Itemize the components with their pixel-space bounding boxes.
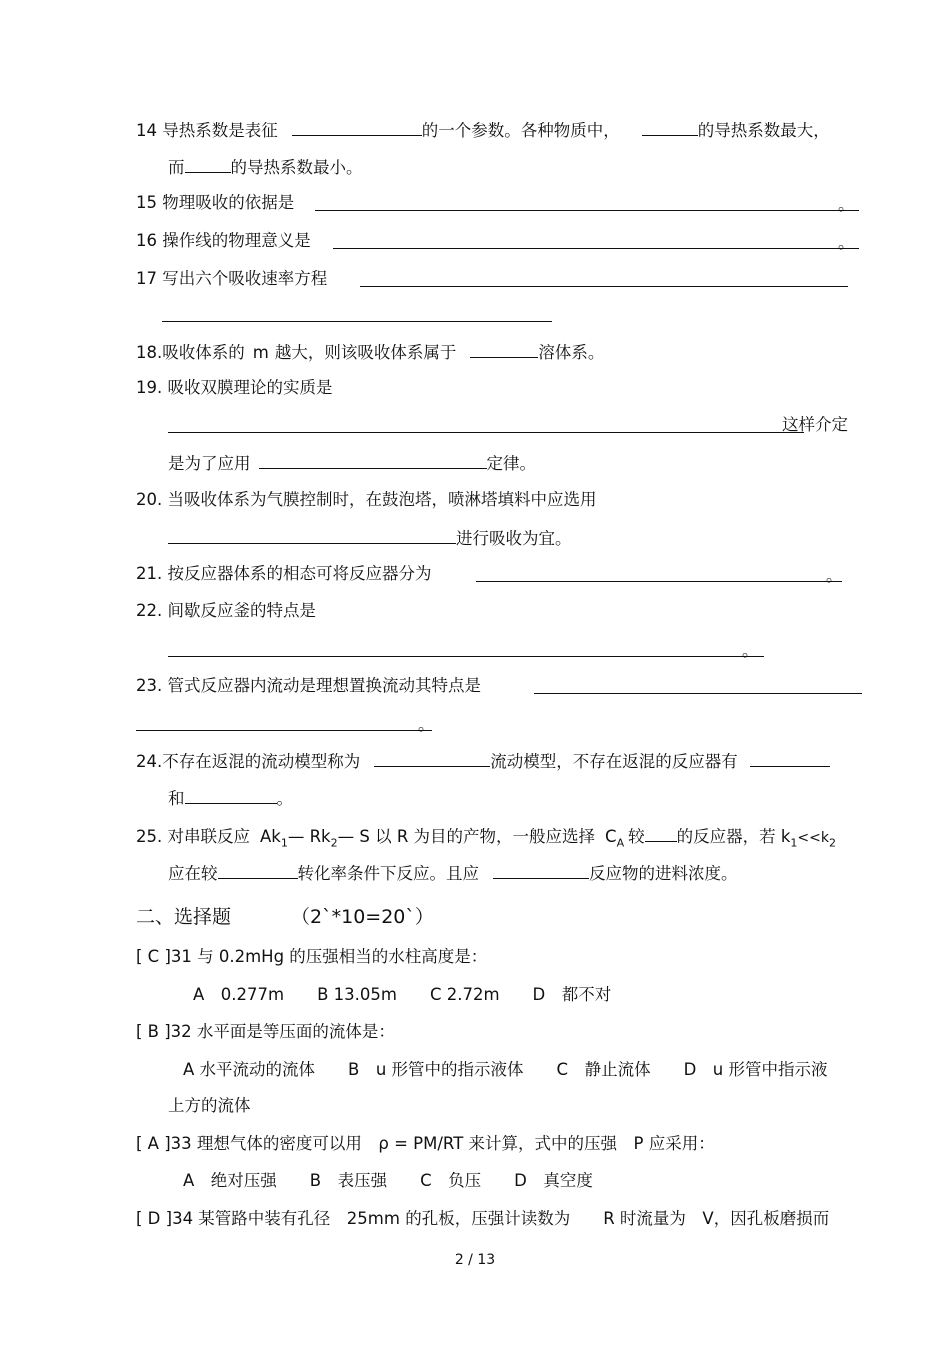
- q24-line2: [168, 786, 293, 810]
- q25-sub-3: 1: [790, 836, 798, 850]
- q25-text-7: 反应物的进料浓度。: [589, 864, 738, 883]
- q15-blank: [315, 210, 859, 211]
- q23-line: [136, 675, 481, 697]
- q24-line1: [136, 749, 830, 773]
- q24-blank-2: [750, 749, 830, 767]
- q20-line2: [168, 526, 572, 550]
- q25-conc: C: [605, 827, 617, 846]
- q14-text-2: 的一个参数。各种物质中，: [421, 121, 620, 140]
- q19-text-4: 定律。: [486, 454, 536, 473]
- q24-text: 24.不存在返混的流动模型称为: [136, 752, 361, 771]
- q25-text-6: 转化率条件下反应。且应: [297, 864, 479, 883]
- section-score: （2`*10=20`）: [291, 906, 434, 928]
- q17-blank-2: [162, 321, 552, 322]
- q14-blank-3: [185, 155, 231, 173]
- q14-text-3: 的导热系数最大，: [697, 121, 830, 140]
- q24-blank-1: [374, 749, 490, 767]
- q19-blank-2: [259, 451, 487, 469]
- q25-sub-1: 1: [280, 836, 288, 850]
- section-title: 二、选择题: [136, 906, 232, 928]
- q14-blank-2: [642, 118, 698, 136]
- q14-text: 14 导热系数是表征: [136, 121, 278, 140]
- q15-text: 15 物理吸收的依据是: [136, 193, 295, 212]
- q25-intermediate: — Rk: [287, 827, 331, 846]
- q20-blank: [168, 526, 456, 544]
- q25-text: 25. 对串联反应: [136, 827, 250, 846]
- q25-blank-2: [218, 861, 298, 879]
- q24-blank-3: [185, 786, 277, 804]
- q19-line1: [136, 377, 333, 399]
- q18-blank: [470, 340, 538, 358]
- q25-text-3: 较: [628, 827, 645, 846]
- q14-line1: [136, 118, 830, 142]
- q14-blank-1: [292, 118, 422, 136]
- q32-options: A 水平流动的流体 B u 形管中的指示液体 C 静止流体 D u 形管中指示液: [183, 1060, 828, 1079]
- q16-period: 。: [838, 233, 855, 252]
- q19-text-3: 是为了应用: [168, 454, 251, 473]
- q16-line: [136, 230, 311, 252]
- q24-text-2: 流动模型，不存在返混的反应器有: [490, 752, 738, 771]
- q25-blank-3: [493, 861, 589, 879]
- q19-text: 19. 吸收双膜理论的实质是: [136, 378, 333, 397]
- q16-text: 16 操作线的物理意义是: [136, 231, 311, 250]
- q17-text: 17 写出六个吸收速率方程: [136, 269, 328, 288]
- q25-text-5: 应在较: [168, 864, 218, 883]
- q24-text-3: 和: [168, 789, 185, 808]
- q21-blank: [476, 581, 842, 582]
- q23-text: 23. 管式反应器内流动是理想置换流动其特点是: [136, 676, 481, 695]
- q17-line: [136, 268, 327, 290]
- q24-period: 。: [276, 789, 293, 808]
- q22-text: 22. 间歇反应釜的特点是: [136, 601, 316, 620]
- q23-period: 。: [418, 715, 435, 734]
- q15-line: [136, 192, 294, 214]
- q25-text-2: — S 以 R 为目的产物，一般应选择: [337, 827, 596, 846]
- q18-text: 18.吸收体系的: [136, 343, 245, 362]
- q25-conc-sub: A: [616, 836, 625, 850]
- q25-blank-1: [645, 824, 677, 842]
- q14-text-4: 而: [168, 158, 185, 177]
- q20-text: 20. 当吸收体系为气膜控制时，在鼓泡塔，喷淋塔填料中应选用: [136, 490, 597, 509]
- page-number: 2 / 13: [454, 1252, 496, 1268]
- q25-ineq: <<k: [797, 830, 829, 846]
- q15-period: 。: [838, 195, 855, 214]
- q17-blank-1: [360, 286, 848, 287]
- q33-options: A 绝对压强 B 表压强 C 负压 D 真空度: [183, 1171, 593, 1190]
- q34-stem: [ D ]34 某管路中装有孔径 25mm 的孔板，压强计读数为 R 时流量为 V，因孔板磨损而: [136, 1209, 830, 1228]
- q23-blank-1: [534, 693, 862, 694]
- q25-reactant: Ak: [260, 827, 281, 846]
- q21-line: [136, 563, 432, 585]
- q19-line3: [168, 451, 536, 475]
- q16-blank: [333, 248, 859, 249]
- q20-line1: [136, 489, 597, 511]
- q31-options: A 0.277m B 13.05m C 2.72m D 都不对: [193, 985, 612, 1004]
- q22-line: [136, 600, 316, 622]
- q18-text-2: 越大，则该吸收体系属于: [274, 343, 457, 362]
- q18-text-3: 溶体系。: [538, 343, 605, 362]
- q25-sub-2: 2: [330, 836, 338, 850]
- q25-line1: [136, 824, 836, 854]
- q19-blank-1: [168, 432, 804, 433]
- q25-line2: [168, 861, 738, 885]
- q21-period: 。: [826, 566, 843, 585]
- q25-sub-4: 2: [828, 836, 836, 850]
- q33-stem: [ A ]33 理想气体的密度可以用 ρ = PM/RT 来计算，式中的压强 P 应采用：: [136, 1134, 715, 1153]
- q21-text: 21. 按反应器体系的相态可将反应器分为: [136, 564, 432, 583]
- q23-blank-2: [136, 730, 432, 731]
- q32-stem: [ B ]32 水平面是等压面的流体是：: [136, 1022, 395, 1041]
- q31-stem: [ C ]31 与 0.2mHg 的压强相当的水柱高度是：: [136, 947, 488, 966]
- q18-m: m: [252, 343, 269, 362]
- q14-text-5: 的导热系数最小。: [230, 158, 363, 177]
- q18-line: [136, 340, 604, 364]
- q32-options-2: 上方的流体: [168, 1096, 251, 1115]
- q19-text-2: 这样介定: [782, 415, 848, 434]
- q22-blank: [168, 656, 764, 657]
- q20-text-2: 进行吸收为宜。: [456, 529, 572, 548]
- q25-text-4: 的反应器，若 k: [676, 827, 791, 846]
- section-heading: [136, 906, 434, 928]
- q22-period: 。: [742, 641, 759, 660]
- q14-line2: [168, 155, 363, 179]
